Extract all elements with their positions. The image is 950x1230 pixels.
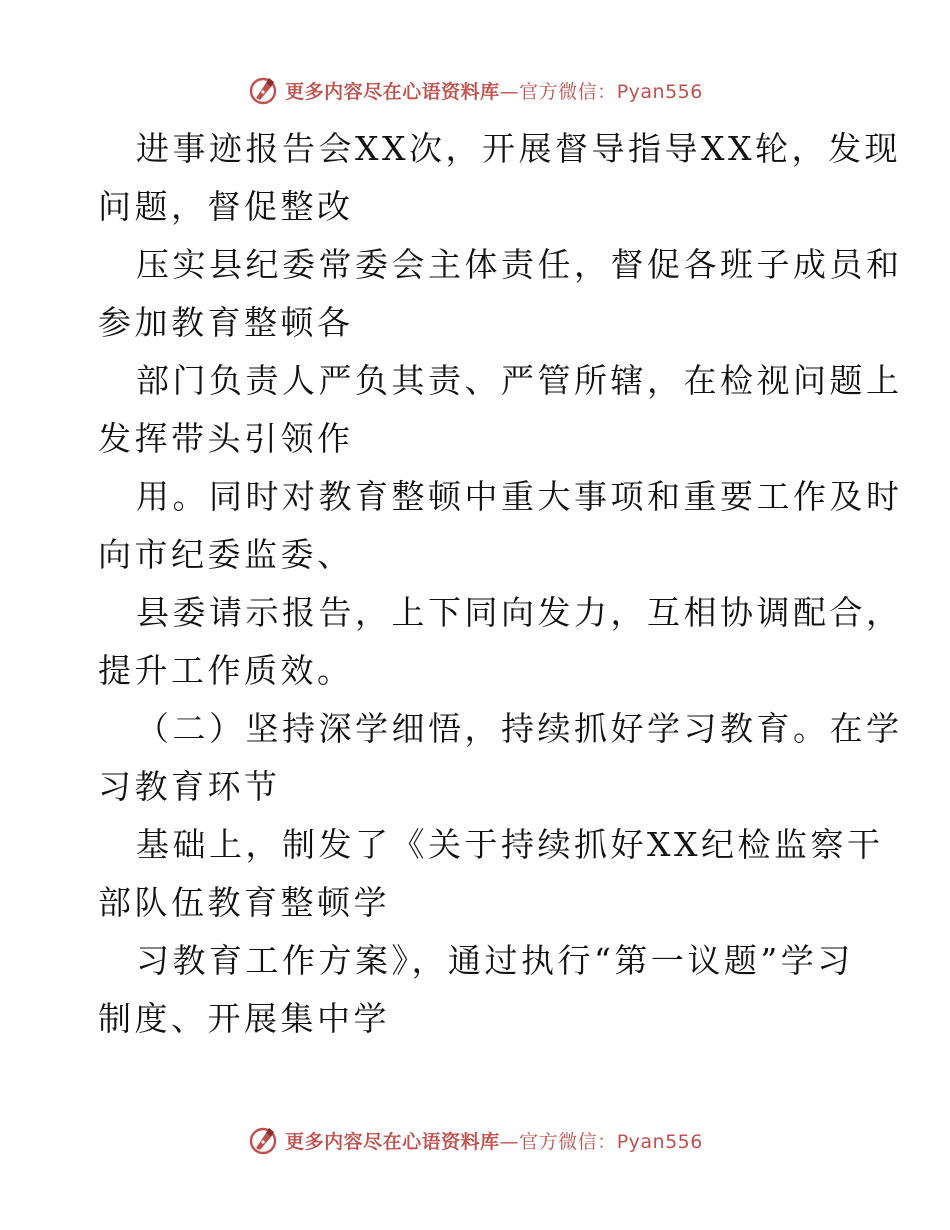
- paragraph-line: 发挥带头引领作: [98, 419, 354, 458]
- watermark-separator: —: [499, 1130, 520, 1153]
- footer-watermark: [0, 1120, 950, 1160]
- paragraph: [98, 236, 903, 352]
- document-body: [98, 120, 903, 1048]
- paragraph-line: 压实县纪委常委会主体责任，督促各班子成员和: [136, 245, 903, 284]
- paragraph-line: （二）坚持深学细悟，持续抓好学习教育。在学: [136, 709, 903, 748]
- paragraph-line: 部门负责人严负其责、严管所辖，在检视问题上: [136, 361, 903, 400]
- watermark-main-text: 更多内容尽在心语资料库: [285, 1130, 500, 1153]
- paragraph-line: 用。同时对教育整顿中重大事项和重要工作及时: [136, 477, 903, 516]
- paragraph: [98, 352, 903, 468]
- watermark-id: Pyan556: [616, 1130, 703, 1153]
- paragraph-line: 进事迹报告会XX次，开展督导指导XX轮，发现: [136, 129, 901, 168]
- paragraph: [98, 816, 884, 932]
- paragraph-line: 向市纪委监委、: [98, 535, 354, 574]
- paragraph-line: 参加教育整顿各: [98, 303, 354, 342]
- paragraph-line: 制度、开展集中学: [98, 999, 390, 1038]
- watermark-separator: —: [499, 80, 520, 103]
- paragraph: [98, 584, 903, 700]
- paragraph-line: 习教育环节: [98, 767, 281, 806]
- header-watermark: [0, 70, 950, 110]
- watermark-label: 官方微信：: [519, 1130, 617, 1153]
- paragraph-line: 部队伍教育整顿学: [98, 883, 390, 922]
- paragraph: [98, 468, 903, 584]
- paragraph-line: 问题，督促整改: [98, 187, 354, 226]
- watermark-text: [285, 1127, 703, 1154]
- paragraph-line: 县委请示报告，上下同向发力，互相协调配合，: [136, 593, 903, 632]
- pen-nib-logo-icon: [247, 1124, 279, 1156]
- watermark-main-text: 更多内容尽在心语资料库: [285, 80, 500, 103]
- watermark-text: [285, 77, 703, 104]
- paragraph-line: 习教育工作方案》，通过执行“第一议题”学习: [136, 941, 854, 980]
- paragraph: [98, 932, 858, 1048]
- watermark-label: 官方微信：: [519, 80, 617, 103]
- paragraph: [98, 120, 901, 236]
- paragraph: [98, 700, 903, 816]
- paragraph-line: 提升工作质效。: [98, 651, 354, 690]
- pen-nib-logo-icon: [247, 74, 279, 106]
- paragraph-line: 基础上，制发了《关于持续抓好XX纪检监察干: [136, 825, 884, 864]
- watermark-id: Pyan556: [616, 80, 703, 103]
